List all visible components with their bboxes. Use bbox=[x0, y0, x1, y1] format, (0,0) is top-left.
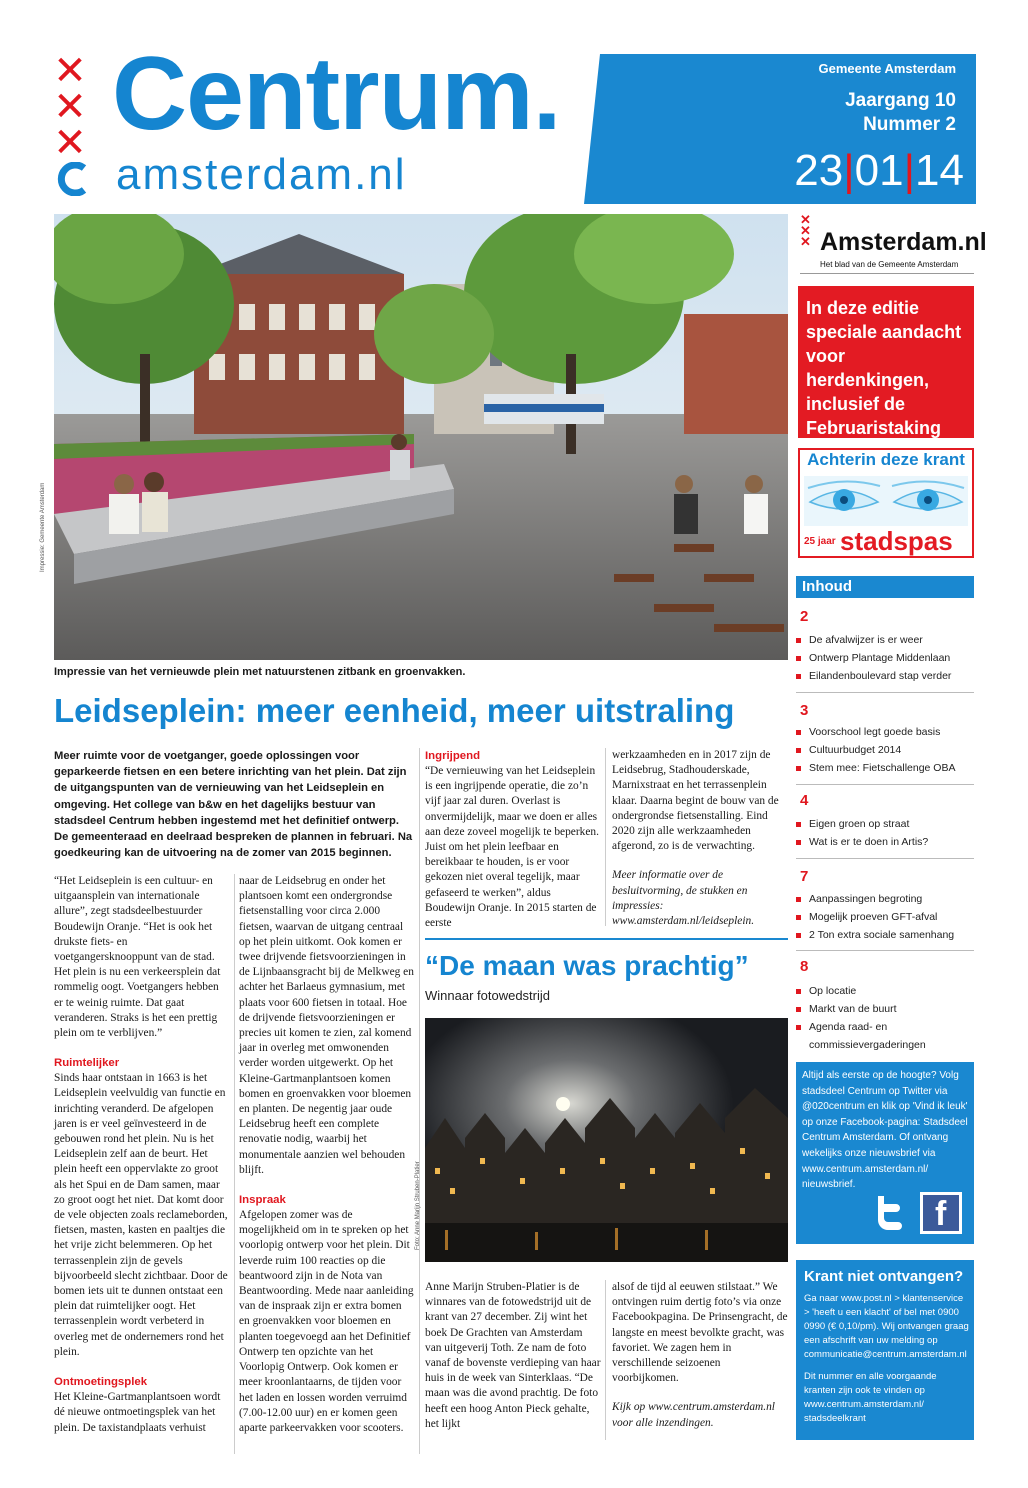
article-paragraph: “Het Leidseplein is een cultuur- en uitgaansplein van internationale allure”, zegt stadsdeelbestuurder Boudewijn Oranje. “Het is ook het drukste fiets- en voetgangersknooppunt van de stad. Het plein is nu een verkeersplein dat rommelig oogt. Voetgangers hebben er te weinig ruimte. Dat gaat veranderen. Straks is het een prettig plein om te verblijven.” bbox=[54, 875, 221, 1040]
toc-item[interactable]: Voorschool legt goede basis bbox=[796, 726, 940, 738]
issue-label: Nummer 2 bbox=[863, 114, 956, 135]
article-column-1 bbox=[54, 874, 230, 1436]
section-subhead: Ontmoetingsplek bbox=[54, 1376, 148, 1389]
more-info-link[interactable]: Meer informatie over de besluitvorming, de stukken en impressies: www.amsterdam.nl/leidseplein. bbox=[612, 869, 755, 928]
section-subhead: Ruimtelijker bbox=[54, 1057, 120, 1070]
article-paragraph: Afgelopen zomer was de mogelijkheid om in te spreken op het voorlopig ontwerp voor het plein. Dit leverde ruim 100 reacties op die beantwoord zijn in de Nota van Beantwoording. Mede naar aanleiding van de inspraak zijn er extra bomen en groenvakken voor bloemen en planten toegevoegd aan het Definitief Ontwerp ten opzichte van het Voorlopig Ontwerp. Ook komen er meer kroonlantaarns, de tijden voor het laden en lossen worden verruimd (7.00-12.00 uur) en er komen geen aparte parkeervakken voor scooters. bbox=[239, 1209, 414, 1434]
article2-headline: “De maan was prachtig” bbox=[425, 950, 749, 981]
toc-heading: Inhoud bbox=[796, 576, 974, 598]
social-info-text: Altijd als eerste op de hoogte? Volg stadsdeel Centrum op Twitter via @020centrum en klik op 'Vind ik leuk' op onze Facebook-pagina: Stadsdeel Centrum Amsterdam. Of ontvang wekelijks onze nieuwsbrief via www.centrum.amsterdam.nl/ nieuwsbrief. bbox=[802, 1070, 968, 1191]
toc-item[interactable]: 2 Ton extra sociale samenhang bbox=[796, 929, 954, 941]
issue-date bbox=[794, 146, 964, 196]
toc-item[interactable]: Eigen groen op straat bbox=[796, 818, 909, 830]
amsterdam-cross-icon: ✕ ✕ ✕ bbox=[800, 212, 811, 249]
article-paragraph: Sinds haar ontstaan in 1663 is het Leidseplein veelvuldig van functie en inrichting veranderd. De afgelopen jaren is er veel geïnvesteerd in de gebouwen rond het plein. Nu is het Leidseplein zelf aan de beurt. Het plein heeft een oppervlakte zo groot als het Spui en de Dam samen, maar zo groot oogt het niet. Dat komt door de vele objecten zoals reclameborden, fietsen, masten, kasten en paaltjes die het vrije zicht belemmeren. Op het terrassenplein zijn de gevels bijvoorbeeld slecht zichtbaar. Door de bomen iets uit te dunnen ontstaat een plein dat ruimtelijker oogt. Het terrassenplein wordt verbeterd in overleg met de ondernemers rond het plein. bbox=[54, 1072, 228, 1358]
date-month: 01 bbox=[854, 146, 904, 195]
amsterdam-cross-icon: ✕ bbox=[53, 120, 87, 166]
canal-night-photo bbox=[425, 1018, 788, 1262]
toc-item[interactable]: Agenda raad- en bbox=[796, 1021, 887, 1033]
toc-section-number: 4 bbox=[800, 792, 809, 809]
toc-item[interactable]: Wat is er te doen in Artis? bbox=[796, 836, 928, 848]
leidseplein-impression-photo bbox=[54, 214, 788, 660]
article-paragraph: alsof de tijd al eeuwen stilstaat.” We ontvingen ruim dertig foto’s via onze Facebookpagina. De Prinsengracht, de langste en meest bevolkte gracht, was favoriet. We zagen hem in verschillende seizoenen voorbijkomen. bbox=[612, 1281, 788, 1385]
toc-section-number: 7 bbox=[800, 868, 809, 885]
krant-box-body: Ga naar www.post.nl > klantenservice > 'heeft u een klacht' of bel met 0900 0990 (€ 0,10/pm). Wij ontvangen graag een afschrift van uw melding op communicatie@centrum.amsterdam.nl bbox=[804, 1293, 969, 1360]
toc-section-number: 3 bbox=[800, 702, 809, 719]
article2-subhead: Winnaar fotowedstrijd bbox=[425, 988, 550, 1003]
krant-box-heading: Krant niet ontvangen? bbox=[804, 1268, 964, 1285]
article-paragraph: “De vernieuwing van het Leidseplein is een ingrijpende operatie, die zo’n vijf jaar zal duren. Overlast is onvermijdelijk, maar we doen er alles aan deze zoveel mogelijk te beperken. Juist om het plein leefbaar en bereikbaar te houden, is er voor gekozen niet overal tegelijk, maar gefaseerd te werken”, aldus Boudewijn Oranje. In 2015 starten de eerste bbox=[425, 765, 599, 930]
article-paragraph: naar de Leidsebrug en onder het plantsoen komt een ondergrondse fietsenstalling voor circa 2.000 fietsen, waarvan de uitgang centraal op het plein uitkomt. Ook komen er twee drijvende fietsvoorzieningen in de Lijnbaansgracht bij de Melkweg en achter het Barlaeus gymnasium, met plaats voor 600 fietsen in totaal. Hoe de drijvende fietsvoorzieningen er precies uit komen te zien, zal komend jaar in overleg met omwonenden verder worden uitgewerkt. Op het Kleine-Gartmanplantsoen komen bomen en groenvakken voor bloemen en planten. De negentig jaar oude Leidsebrug heeft een complete renovatie nodig, waarbij het monumentale aanzien wel behouden blijft. bbox=[239, 875, 414, 1176]
toc-item[interactable]: commissievergaderingen bbox=[809, 1039, 926, 1051]
facebook-icon[interactable]: f bbox=[920, 1192, 962, 1234]
column-divider bbox=[605, 748, 606, 926]
toc-item[interactable]: Eilandenboulevard stap verder bbox=[796, 670, 951, 682]
amsterdam-cross-icon: ✕ bbox=[53, 84, 87, 130]
article-column-2 bbox=[239, 874, 415, 1436]
submissions-link[interactable]: Kijk op www.centrum.amsterdam.nl voor alle inzendingen. bbox=[612, 1401, 775, 1429]
toc-item[interactable]: Markt van de buurt bbox=[796, 1003, 897, 1015]
blue-arc-icon bbox=[54, 162, 88, 196]
date-day: 23 bbox=[794, 146, 844, 195]
article-paragraph: werkzaamheden en in 2017 zijn de Leidsebrug, Stadhouderskade, Marnixstraat en het terrassenplein klaar. Daarna begint de bouw van de ondergrondse fietsenstalling. Eind 2020 zijn alle werkzaamheden afgerond, zo is de verwachting. bbox=[612, 749, 779, 853]
toc-divider bbox=[796, 858, 974, 859]
article-divider bbox=[425, 938, 788, 940]
logo-title: Amsterdam.nl bbox=[820, 228, 987, 256]
stadspas-ad-heading: Achterin deze krant bbox=[807, 450, 965, 469]
krant-box-archive: Dit nummer en alle voorgaande kranten zijn ook te vinden op www.centrum.amsterdam.nl/ stadsdeelkrant bbox=[804, 1371, 937, 1424]
date-separator: | bbox=[843, 146, 855, 195]
column-divider bbox=[419, 748, 420, 1454]
article-paragraph: Het Kleine-Gartmanplantsoen wordt dé nieuwe ontmoetingsplek van het plein. De taxistandplaats verhuist bbox=[54, 1391, 221, 1434]
toc-item[interactable]: Mogelijk proeven GFT-afval bbox=[796, 911, 937, 923]
toc-item[interactable]: Stem mee: Fietschallenge OBA bbox=[796, 762, 955, 774]
amsterdam-cross-icon: ✕ bbox=[53, 48, 87, 94]
masthead-title: Centrum. bbox=[112, 36, 561, 152]
article-column-4 bbox=[612, 748, 788, 929]
edition-highlight: In deze editie speciale aandacht voor herdenkingen, inclusief de Februaristaking bbox=[798, 286, 974, 438]
article-paragraph: Anne Marijn Struben-Platier is de winnares van de fotowedstrijd uit de krant van 27 december. Zij wint het boek De Grachten van Amsterdam van uitgeverij Toth. Ze nam de foto vanaf de bovenste verdieping van haar huis in de week van Sinterklaas. “De maan was die avond prachtig. De foto heeft een hoog Anton Pieck gehalte, het lijkt bbox=[425, 1281, 601, 1430]
toc-item[interactable]: Op locatie bbox=[796, 985, 856, 997]
logo-subtitle: Het blad van de Gemeente Amsterdam bbox=[820, 260, 959, 269]
toc-item[interactable]: Aanpassingen begroting bbox=[796, 893, 922, 905]
article-headline: Leidseplein: meer eenheid, meer uitstraling bbox=[54, 692, 735, 729]
photo-caption: Impressie van het vernieuwde plein met natuurstenen zitbank en groenvakken. bbox=[54, 666, 466, 678]
toc-section-number: 8 bbox=[800, 958, 809, 975]
toc-item[interactable]: Ontwerp Plantage Middenlaan bbox=[796, 652, 950, 664]
section-subhead: Ingrijpend bbox=[425, 750, 481, 762]
toc-item[interactable]: Cultuurbudget 2014 bbox=[796, 744, 901, 756]
stadspas-badge: 25 jaar bbox=[804, 536, 836, 547]
article2-column-2 bbox=[612, 1280, 788, 1431]
date-separator: | bbox=[903, 146, 916, 195]
toc-section-number: 2 bbox=[800, 608, 809, 625]
article-intro: Meer ruimte voor de voetganger, goede oplossingen voor geparkeerde fietsen en een betere inrichting van het plein. Dat zijn de uitgangspunten van de vernieuwing van het Leidseplein en omgeving. Het college van b&w en het dagelijks bestuur van stadsdeel Centrum hebben ingestemd met het definitief ontwerp. De gemeenteraad en deelraad bespreken de plannen in februari. Na goedkeuring kan de uitvoering na de zomer van 2015 beginnen. bbox=[54, 750, 413, 860]
toc-divider bbox=[796, 950, 974, 951]
section-subhead: Inspraak bbox=[239, 1194, 286, 1207]
stadspas-ad[interactable] bbox=[798, 448, 974, 558]
twitter-icon[interactable] bbox=[872, 1192, 912, 1232]
photo-credit: Foto: Anne Marijn Struben-Platier bbox=[415, 1161, 421, 1250]
eyes-image bbox=[804, 476, 968, 526]
column-divider bbox=[605, 1280, 606, 1440]
article-column-3 bbox=[425, 748, 601, 931]
photo-credit: Impressie: Gemeente Amsterdam bbox=[40, 482, 46, 572]
article2-column-1 bbox=[425, 1280, 601, 1432]
toc-divider bbox=[796, 692, 974, 693]
masthead-subtitle: amsterdam.nl bbox=[116, 150, 407, 199]
volume-label: Jaargang 10 bbox=[845, 90, 956, 111]
krant-niet-ontvangen-box bbox=[796, 1260, 974, 1440]
toc-divider bbox=[796, 784, 974, 785]
toc-item[interactable]: De afvalwijzer is er weer bbox=[796, 634, 923, 646]
date-year: 14 bbox=[915, 146, 964, 195]
column-divider bbox=[234, 874, 235, 1454]
amsterdam-nl-logo bbox=[800, 212, 987, 274]
publisher-label: Gemeente Amsterdam bbox=[818, 61, 956, 76]
stadspas-name: stadspas bbox=[840, 526, 953, 556]
